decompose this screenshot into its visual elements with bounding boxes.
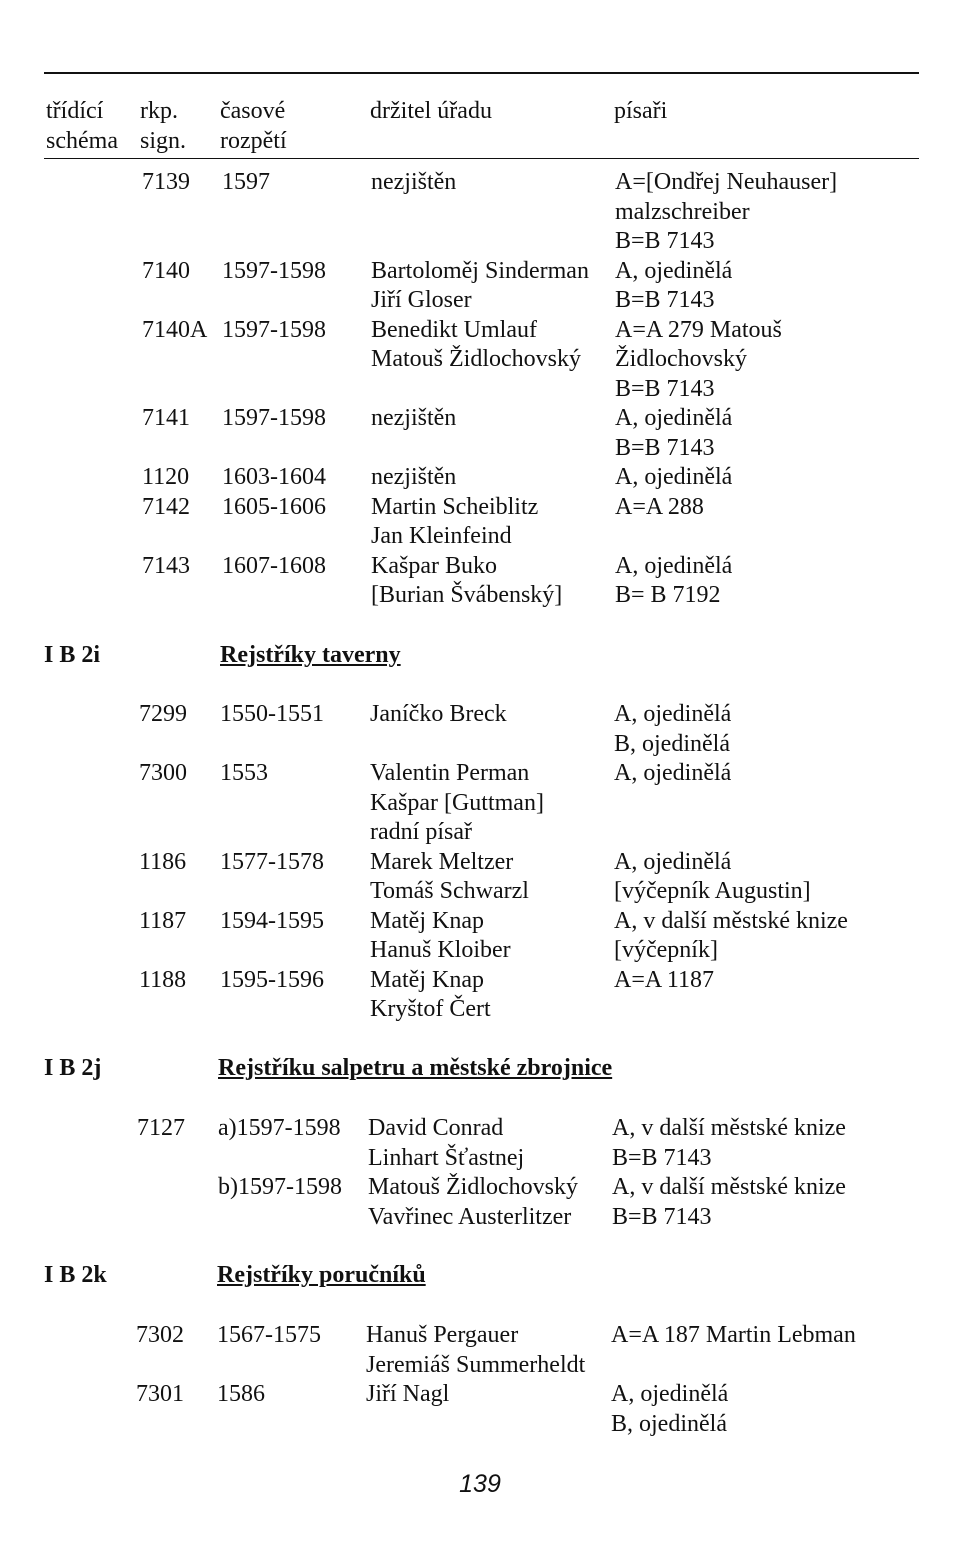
office-holder: Matouš Židlochovský <box>371 346 581 372</box>
scribe-entry: B=B 7143 <box>612 1144 712 1171</box>
scribe-entry: A, ojedinělá <box>615 405 733 431</box>
manuscript-sign: 7299 <box>139 701 187 727</box>
manuscript-sign: 7140A <box>142 316 208 343</box>
manuscript-sign: 7300 <box>139 760 187 786</box>
scribe-entry: A=A 288 <box>615 493 704 520</box>
manuscript-sign: 1186 <box>139 848 187 875</box>
scribe-entry: B, ojedinělá <box>614 730 730 757</box>
scribe-entry: A=A 187 Martin Lebman <box>611 1322 856 1348</box>
time-span: 1597 <box>222 169 270 195</box>
page-number: 139 <box>459 1470 501 1498</box>
time-span: 1597-1598 <box>222 405 326 431</box>
office-holder: Benedikt Umlauf <box>371 316 537 343</box>
office-holder: Jan Kleinfeind <box>371 523 512 549</box>
scribe-entry: A, ojedinělá <box>614 848 732 875</box>
office-holder: Jiří Gloser <box>371 287 472 313</box>
office-holder: Bartoloměj Sinderman <box>371 257 589 284</box>
office-holder: Hanuš Kloiber <box>370 937 511 963</box>
office-holder: nezjištěn <box>371 405 457 431</box>
scribe-entry: A, v další městské knize <box>612 1115 846 1141</box>
manuscript-sign: 7143 <box>142 552 190 579</box>
scribe-entry: B=B 7143 <box>615 434 715 461</box>
scribe-entry: A=[Ondřej Neuhauser] <box>615 169 838 195</box>
time-span: 1597-1598 <box>222 257 326 284</box>
office-holder: David Conrad <box>368 1115 504 1141</box>
time-span: 1567-1575 <box>217 1322 321 1348</box>
time-span: 1595-1596 <box>220 966 324 993</box>
section-title: Rejstříky taverny <box>220 642 401 668</box>
office-holder: Kašpar Buko <box>371 552 497 579</box>
scribe-entry: malzschreiber <box>615 198 750 225</box>
time-span: 1594-1595 <box>220 907 324 934</box>
office-holder: Martin Scheiblitz <box>371 493 539 520</box>
header-office-holder: držitel úřadu <box>370 98 492 124</box>
manuscript-sign: 1120 <box>142 464 190 490</box>
office-holder: radní písař <box>370 819 472 845</box>
manuscript-sign: 1187 <box>139 907 187 934</box>
manuscript-sign: 1188 <box>139 966 187 993</box>
scribe-entry: Židlochovský <box>615 346 747 372</box>
scribe-entry: B= B 7192 <box>615 582 721 608</box>
office-holder: Valentin Perman <box>370 760 530 786</box>
time-span: 1603-1604 <box>222 464 326 490</box>
scribe-entry: A, v další městské knize <box>612 1174 846 1200</box>
section-code: I B 2k <box>44 1262 107 1288</box>
scribe-entry: A, ojedinělá <box>614 760 732 786</box>
section-title: Rejstříky poručníků <box>217 1262 426 1288</box>
office-holder: Kašpar [Guttman] <box>370 789 544 816</box>
scribe-entry: B, ojedinělá <box>611 1410 727 1437</box>
scribe-entry: A, v další městské knize <box>614 907 848 934</box>
manuscript-sign: 7139 <box>142 169 190 195</box>
office-holder: Tomáš Schwarzl <box>370 878 529 904</box>
office-holder: Matěj Knap <box>370 907 484 934</box>
time-span: 1586 <box>217 1381 265 1407</box>
manuscript-sign: 7142 <box>142 493 190 520</box>
time-span: a)1597-1598 <box>218 1115 341 1141</box>
section-title: Rejstříku salpetru a městské zbrojnice <box>218 1055 613 1081</box>
manuscript-sign: 7302 <box>136 1322 184 1348</box>
office-holder: Jiří Nagl <box>366 1381 450 1407</box>
top-rule <box>44 72 919 74</box>
scribe-entry: A, ojedinělá <box>615 552 733 579</box>
office-holder: nezjištěn <box>371 464 457 490</box>
section-code: I B 2i <box>44 642 101 668</box>
time-span: 1577-1578 <box>220 848 324 875</box>
scribe-entry: A, ojedinělá <box>611 1381 729 1407</box>
scribe-entry: A, ojedinělá <box>615 257 733 284</box>
scribe-entry: B=B 7143 <box>615 375 715 402</box>
scribe-entry: B=B 7143 <box>615 228 715 254</box>
scribe-entry: [výčepník Augustin] <box>614 878 811 904</box>
time-span: 1607-1608 <box>222 552 326 579</box>
office-holder: Hanuš Pergauer <box>366 1322 519 1348</box>
manuscript-sign: 7140 <box>142 257 190 284</box>
office-holder: Kryštof Čert <box>370 996 491 1022</box>
office-holder: Janíčko Breck <box>370 701 507 727</box>
office-holder: nezjištěn <box>371 169 457 195</box>
scribe-entry: A=A 279 Matouš <box>615 316 782 343</box>
time-span: b)1597-1598 <box>218 1174 342 1200</box>
time-span: 1605-1606 <box>222 493 326 520</box>
scribe-entry: [výčepník] <box>614 937 718 963</box>
scribe-entry: B=B 7143 <box>615 287 715 313</box>
office-holder: Vavřinec Austerlitzer <box>368 1203 572 1230</box>
time-span: 1553 <box>220 760 268 786</box>
time-span: 1550-1551 <box>220 701 324 727</box>
office-holder: Marek Meltzer <box>370 848 514 875</box>
manuscript-sign: 7301 <box>136 1381 184 1407</box>
office-holder: [Burian Švábenský] <box>371 582 563 608</box>
office-holder: Jeremiáš Summerheldt <box>366 1351 586 1378</box>
time-span: 1597-1598 <box>222 316 326 343</box>
office-holder: Matouš Židlochovský <box>368 1174 578 1200</box>
office-holder: Linhart Šťastnej <box>368 1144 525 1171</box>
header-sorting-scheme: třídící schéma <box>46 98 118 154</box>
scribe-entry: A=A 1187 <box>614 966 714 993</box>
header-scribes: písaři <box>614 98 668 124</box>
manuscript-sign: 7127 <box>137 1115 185 1141</box>
header-rule <box>44 158 919 159</box>
office-holder: Matěj Knap <box>370 966 484 993</box>
manuscript-sign: 7141 <box>142 405 190 431</box>
scribe-entry: A, ojedinělá <box>615 464 733 490</box>
header-time-span: časové rozpětí <box>220 98 287 154</box>
section-code: I B 2j <box>44 1055 102 1081</box>
header-manuscript-sign: rkp. sign. <box>140 98 187 154</box>
scribe-entry: A, ojedinělá <box>614 701 732 727</box>
scribe-entry: B=B 7143 <box>612 1203 712 1230</box>
